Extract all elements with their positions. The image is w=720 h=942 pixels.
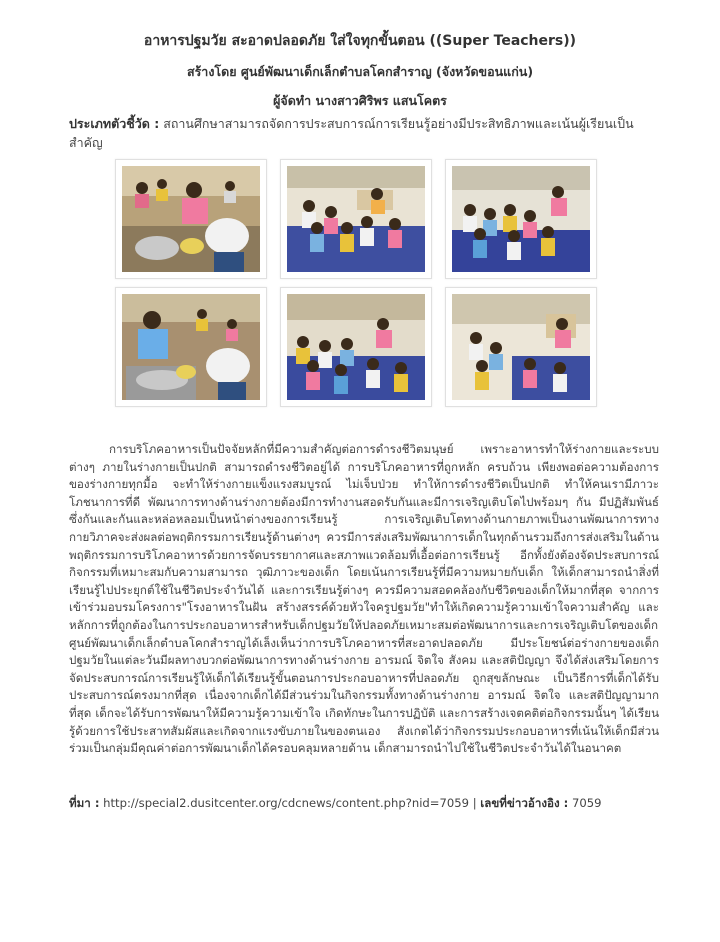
reference-number: 7059 bbox=[572, 796, 602, 810]
gallery-photo-6[interactable] bbox=[445, 287, 597, 407]
gallery-photo-5[interactable] bbox=[280, 287, 432, 407]
photo-5-image bbox=[287, 294, 425, 400]
author-line: ผู้จัดทำ นางสาวศิริพร แสนโคตร bbox=[273, 93, 447, 108]
photo-2-image bbox=[287, 166, 425, 272]
photo-4-image bbox=[122, 294, 260, 400]
article-body: การบริโภคอาหารเป็นปัจจัยหลักที่มีความสำคัญต่อการดำรงชีวิตมนุษย์ เพราะอาหารทำให้ร่างกายและระบบต่างๆ ภายในร่างกายเป็นปกติ สามารถดำรงชีวิตอยู่ได้ การบริโภคอาหารที่ถูกหลัก ครบถ้วน เพียงพอต่อความต้องการของร่างกายทุกมื้อ จะทำให้ร่างกายแข็งแรงสมบูรณ์ ไม่เจ็บป่วย ทำให้การดำรงชีวิตเป็นปกติ ทำให้คนเรามีภาวะโภชนาการที่ดี พัฒนาการทางด้านร่างกายต้องมีการทำงานสอดรับกันและมีการเจริญเติบโตไปพร้อมๆ กัน มีปฏิสัมพันธ์ซึ่งกันและกันและหล่อหลอมเป็นหน้าต่างของการเรียนรู้ การเจริญเติบโตทางด้านกายภาพเป็นงานพัฒนาการทางกายวิภาคจะส่งผลต่อพฤติกรรมการเรียนรู้ด้านต่างๆ ควรมีการส่งเสริมพัฒนาการเด็กในทุกด้านรวมถึงการส่งเสริมในด้านพฤติกรรมการบริโภคอาหารด้วยการจัดบรรยากาศและสภาพแวดล้อมที่เอื้อต่อการเรียนรู้ อีกทั้งยังต้องจัดประสบการณ์ กิจกรรมที่เหมาะสมกับความสามารถ วุฒิภาวะของเด็ก โดยเน้นการเรียนรู้ที่มีความหมายกับเด็ก ให้เด็กสามารถนำสิ่งที่เรียนรู้ไปประยุกต์ใช้ในชีวิตประจำวันได้ และการเรียนรู้ต่างๆ ควรมีความสอดคล้องกับชีวิตของเด็กให้มากที่สุด จากการเข้าร่วมอบรมโครงการ"โรงอาหารในฝัน สร้างสรรค์ด้วยหัวใจครูปฐมวัย"ทำให้เกิดความรู้ความเข้าใจความสำคัญ และหลักการที่ถูกต้องในการประกอบอาหารสำหรับเด็กปฐมวัยให้ปลอดภัยเหมาะสมต่อพัฒนาการและการเจริญเติบโตของเด็ก ศูนย์พัฒนาเด็กเล็กตำบลโคกสำราญได้เล็งเห็นว่าการบริโภคอาหารที่สะอาดปลอดภัย มีประโยชน์ต่อร่างกายของเด็กปฐมวัยในแต่ละวันมีผลทางบวกต่อพัฒนาการทางด้านร่างกาย อารมณ์ จิตใจ สังคม และสติปัญญา จึงได้ส่งเสริมโดยการจัดประสบการณ์การเรียนรู้ให้เด็กได้เรียนรู้ขั้นตอนการประกอบอาหารที่ปลอดภัย ถูกสุขลักษณะ เป็นวิธีการที่เด็กได้รับประสบการณ์ตรงมากที่สุด เนื่องจากเด็กได้มีส่วนร่วมในกิจกรรมทั้งทางด้านร่างกาย อารมณ์ จิตใจ และสติปัญญามากที่สุด เด็กจะได้รับการพัฒนาให้มีความรู้ความเข้าใจ เกิดทักษะในการปฏิบัติ และการสร้างเจตคติต่อกิจกรรมนั้นๆ ได้เรียนรู้ด้วยการใช้ประสาทสัมผัสและเกิดจากแรงขับภายในของตนเอง สังเกตได้ว่ากิจกรรมประกอบอาหารที่เน้นให้เด็กมีส่วนร่วมเป็นกลุ่มมีคุณค่าต่อการพัฒนาเด็กได้ครอบคลุมหลายด้าน เด็กสามารถนำไปใช้ในชีวิตประจำวันได้ในอนาคต bbox=[69, 442, 659, 756]
source-url[interactable]: http://special2.dusitcenter.org/cdcnews/content.php?nid=7059 bbox=[103, 796, 470, 810]
indicator-category bbox=[69, 114, 649, 152]
page-title: อาหารปฐมวัย สะอาดปลอดภัย ใส่ใจทุกขั้นตอน ((Super Teachers)) bbox=[143, 33, 577, 49]
source-label: ที่มา : bbox=[69, 796, 100, 810]
reference-number-label: เลขที่ข่าวอ้างอิง : bbox=[480, 796, 569, 810]
gallery-photo-4[interactable] bbox=[115, 287, 267, 407]
photo-6-image bbox=[452, 294, 590, 400]
source-line bbox=[69, 795, 669, 813]
photo-gallery bbox=[115, 159, 607, 415]
photo-3-image bbox=[452, 166, 590, 272]
created-by-line: สร้างโดย ศูนย์พัฒนาเด็กเล็กตำบลโคกสำราญ (จังหวัดขอนแก่น) bbox=[186, 64, 534, 79]
gallery-photo-2[interactable] bbox=[280, 159, 432, 279]
indicator-category-label: ประเภทตัวชี้วัด : bbox=[69, 116, 160, 131]
source-separator: | bbox=[472, 796, 477, 810]
gallery-photo-1[interactable] bbox=[115, 159, 267, 279]
indicator-category-text: สถานศึกษาสามารถจัดการประสบการณ์การเรียนรู้อย่างมีประสิทธิภาพและเน้นผู้เรียนเป็นสำคัญ bbox=[69, 116, 634, 150]
gallery-photo-3[interactable] bbox=[445, 159, 597, 279]
photo-1-image bbox=[122, 166, 260, 272]
